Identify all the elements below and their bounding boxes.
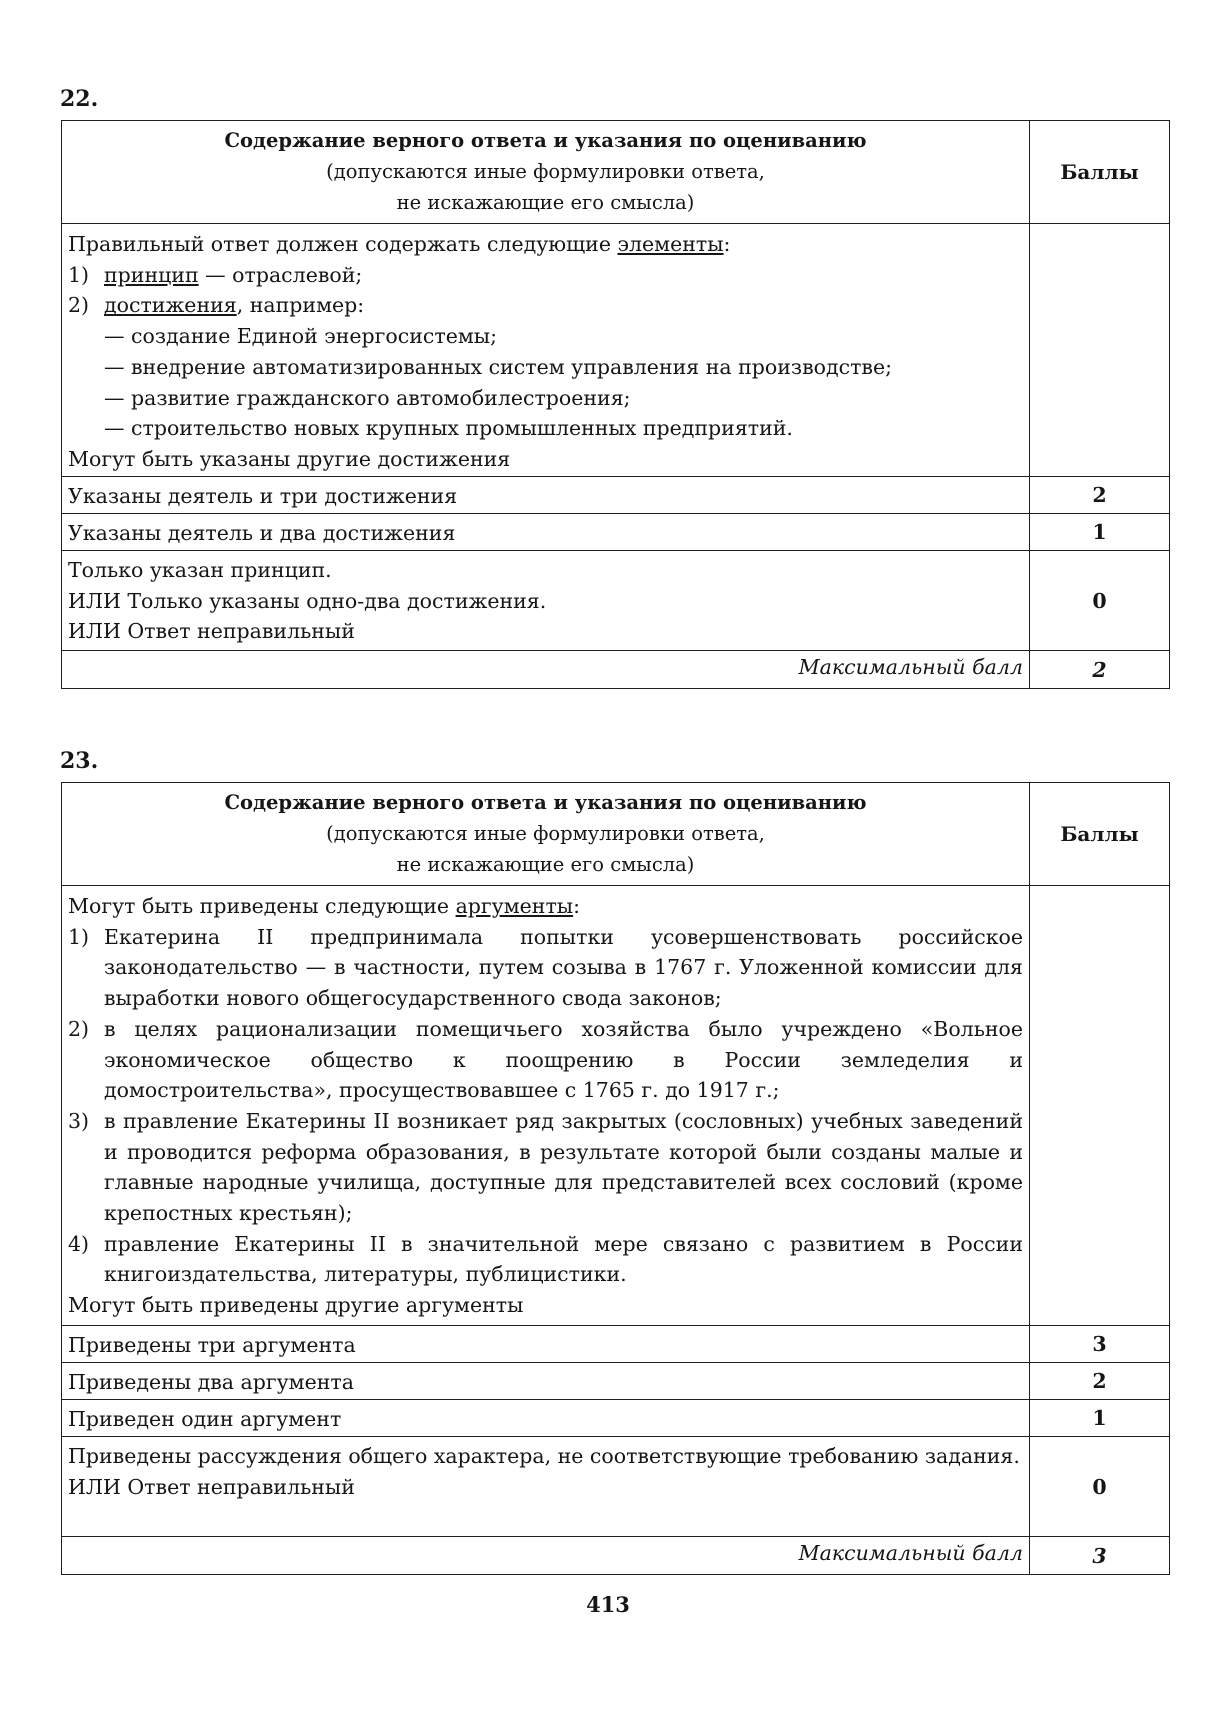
q22-subitem: — создание Единой энергосистемы; [104,324,498,349]
q22-points-header: Баллы [1030,121,1170,224]
question-23-number: 23. [60,748,99,774]
q22-zero-score: 0 [1030,551,1170,651]
q22-subitem: — внедрение автоматизированных систем управления на производстве; [104,354,892,379]
q23-item-1: 1) Екатерина II предпринимала попытки усовершенствовать российское законодательство — в частности, путем созыва в 1767 г. Уложенной комиссии для выработки нового общегосударственного свода законов; [68,924,1023,1011]
q22-criterion-text: Указаны деятель и три достижения [62,477,1030,514]
q23-criteria-table [61,782,1170,1575]
q22-answer-points-cell [1030,224,1170,477]
q22-max-value: 2 [1030,651,1170,689]
q22-criterion-text: Указаны деятель и два достижения [62,514,1030,551]
q22-criterion-score: 1 [1030,514,1170,551]
q22-header-note2: не искажающие его смысла) [396,191,695,214]
q22-header-title: Содержание верного ответа и указания по оцениванию [224,129,867,152]
q23-intro-key: аргументы [455,894,574,918]
q22-answer-cell [62,224,1030,477]
q23-header-title: Содержание верного ответа и указания по оцениванию [224,791,867,814]
q22-criterion-score: 2 [1030,477,1170,514]
q22-intro-key: элементы [617,232,724,256]
q23-criterion-text: Приведены два аргумента [62,1363,1030,1400]
q22-header-cell [62,121,1030,224]
q23-criterion-text: Приведен один аргумент [62,1400,1030,1437]
q22-max-label: Максимальный балл [62,651,1030,689]
q23-intro: Могут быть приведены следующие аргументы: [68,894,581,918]
page-number: 413 [586,1592,630,1617]
q23-max-value: 3 [1030,1537,1170,1575]
q23-answer-cell [62,886,1030,1326]
q23-criterion-score: 1 [1030,1400,1170,1437]
q23-points-header: Баллы [1030,783,1170,886]
q23-max-label: Максимальный балл [62,1537,1030,1575]
q22-intro: Правильный ответ должен содержать следующие элементы: [68,232,731,256]
q23-answer-points-cell [1030,886,1170,1326]
q23-criterion-text: Приведены три аргумента [62,1326,1030,1363]
q23-header-note2: не искажающие его смысла) [396,853,695,876]
q23-outro: Могут быть приведены другие аргументы [68,1293,524,1318]
q23-header-note1: (допускаются иные формулировки ответа, [326,822,765,845]
q23-zero-score: 0 [1030,1437,1170,1537]
q22-item-2: 2) достижения, например: [68,293,365,318]
q22-zero-criterion: Только указан принцип. ИЛИ Только указаны одно-два достижения. ИЛИ Ответ неправильный [62,551,1030,651]
q23-item-2: 2) в целях рационализации помещичьего хозяйства было учреждено «Вольное экономическое общество к поощрению в России земледелия и домостроительства», просуществовавшее с 1765 г. до 1917 г.; [68,1016,1023,1103]
q23-criterion-score: 3 [1030,1326,1170,1363]
question-22-number: 22. [60,86,99,112]
q22-outro: Могут быть указаны другие достижения [68,446,511,471]
q22-criteria-table [61,120,1170,689]
q22-header-note1: (допускаются иные формулировки ответа, [326,160,765,183]
q22-subitem: — развитие гражданского автомобилестроения; [104,385,631,410]
q23-item-4: 4) правление Екатерины II в значительной мере связано с развитием в России книгоиздательства, литературы, публицистики. [68,1231,1023,1287]
q23-header-cell [62,783,1030,886]
q23-item-3: 3) в правление Екатерины II возникает ряд закрытых (сословных) учебных заведений и проводится реформа образования, в результате которой были созданы малые и главные народные училища, доступные для представителей всех сословий (кроме крепостных крестьян); [68,1108,1023,1226]
q23-criterion-score: 2 [1030,1363,1170,1400]
q22-subitem: — строительство новых крупных промышленных предприятий. [104,416,793,441]
q22-item-1: 1) принцип — отраслевой; [68,262,363,287]
q23-zero-criterion: Приведены рассуждения общего характера, не соответствующие требованию задания. ИЛИ Ответ неправильный [62,1437,1030,1537]
